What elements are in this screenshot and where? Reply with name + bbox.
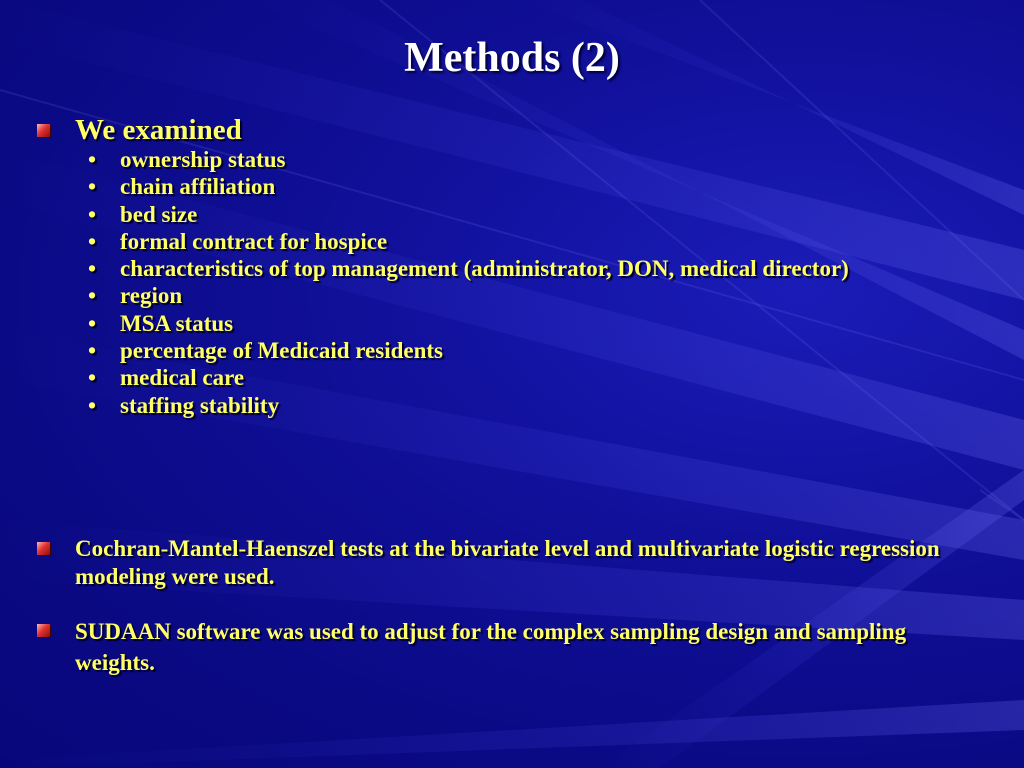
red-square-bullet-icon [37, 124, 50, 137]
dot-bullet-icon: • [88, 174, 97, 200]
slide-title: Methods (2) [404, 35, 620, 81]
examined-list [88, 146, 928, 419]
list-item: • bed size [88, 201, 198, 227]
list-item: • staffing stability [88, 392, 280, 418]
dot-bullet-icon: • [88, 392, 97, 418]
dot-bullet-icon: • [88, 147, 97, 172]
dot-bullet-icon: • [88, 201, 97, 227]
list-item: • ownership status [88, 147, 286, 172]
list-item: • medical care [88, 365, 245, 391]
dot-bullet-icon: • [88, 283, 97, 309]
list-item: • region [88, 283, 183, 309]
intro-text: We examined [75, 114, 242, 146]
software-paragraph: SUDAAN software was used to adjust for the complex sampling design and sampling weights. [75, 619, 907, 675]
analysis-paragraph: Cochran-Mantel-Haenszel tests at the bivariate level and multivariate logistic regression modeling were used. [75, 536, 940, 589]
list-item: • formal contract for hospice [88, 228, 388, 254]
list-item: • MSA status [88, 310, 234, 336]
list-item: • characteristics of top management (administrator, DON, medical director) [88, 256, 849, 282]
list-item: • percentage of Medicaid residents [88, 338, 444, 364]
dot-bullet-icon: • [88, 256, 97, 282]
list-item: • chain affiliation [88, 174, 276, 200]
dot-bullet-icon: • [88, 365, 97, 391]
dot-bullet-icon: • [88, 228, 97, 254]
dot-bullet-icon: • [88, 310, 97, 336]
dot-bullet-icon: • [88, 338, 97, 364]
red-square-bullet-icon [37, 624, 50, 637]
red-square-bullet-icon [37, 542, 50, 555]
